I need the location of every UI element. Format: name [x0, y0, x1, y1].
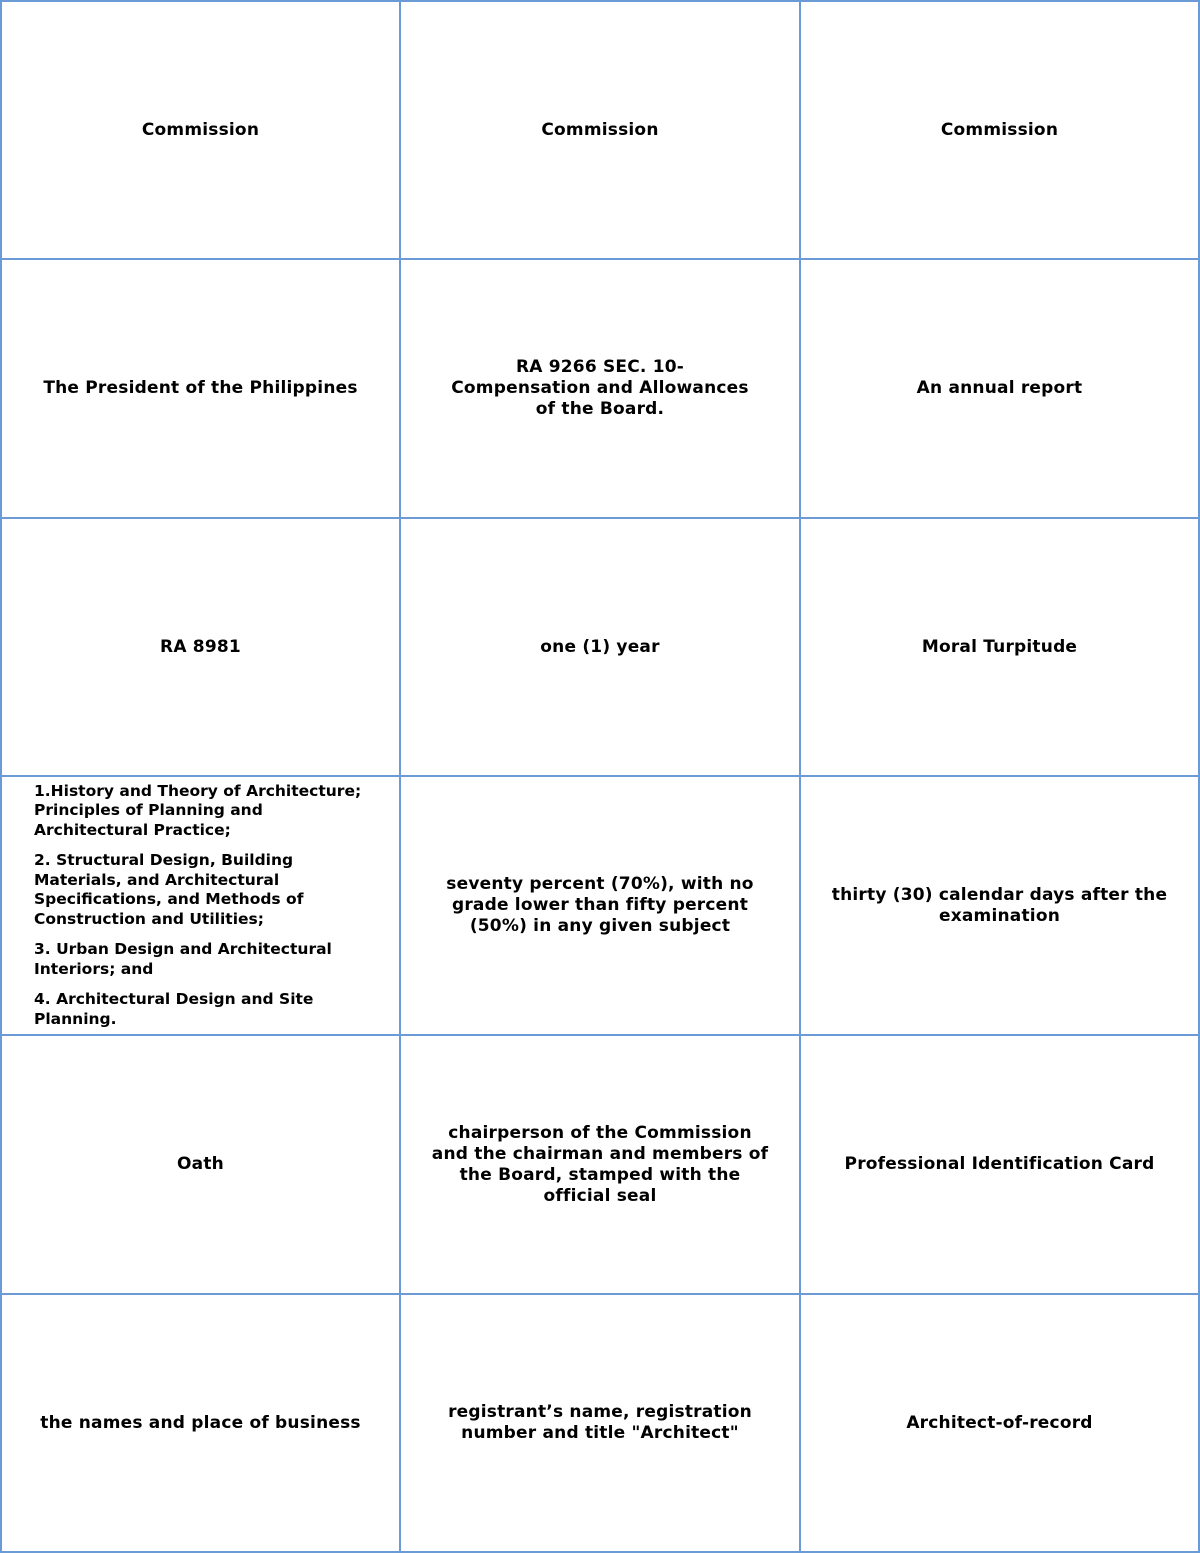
- card-text: seventy percent (70%), with no grade lower than fifty percent (50%) in any given subject: [446, 874, 754, 936]
- card-text: Oath: [177, 1154, 224, 1174]
- card-cell: [401, 1295, 801, 1553]
- card-text: An annual report: [916, 378, 1083, 398]
- card-text: registrant’s name, registration number and title "Architect": [448, 1402, 752, 1443]
- card-cell: [2, 2, 401, 260]
- card-cell: [2, 260, 401, 519]
- card-cell: [401, 2, 801, 260]
- card-text: Professional Identification Card: [844, 1154, 1155, 1174]
- card-cell: [401, 260, 801, 519]
- card-cell: [801, 777, 1200, 1036]
- card-cell: [401, 1036, 801, 1295]
- card-cell: [401, 519, 801, 777]
- card-cell: [2, 1036, 401, 1295]
- card-text: The President of the Philippines: [43, 378, 358, 398]
- card-text: Architect-of-record: [906, 1412, 1093, 1433]
- card-cell-subject-list: [2, 777, 401, 1036]
- subject-item: 1.History and Theory of Architecture; Principles of Planning and Architectural Practice;: [34, 781, 362, 839]
- card-text: thirty (30) calendar days after the examination: [831, 884, 1168, 926]
- card-cell: [801, 1036, 1200, 1295]
- card-text: Moral Turpitude: [921, 636, 1078, 657]
- card-cell: [2, 1295, 401, 1553]
- subject-item: 2. Structural Design, Building Materials, and Architectural Specifications, and Methods of Construction and Utilities;: [34, 851, 304, 928]
- card-text: Commission: [940, 119, 1059, 140]
- card-text: one (1) year: [540, 636, 660, 657]
- card-text: chairperson of the Commission and the chairman and members of the Board, stamped with the official seal: [431, 1122, 769, 1206]
- subject-item: 4. Architectural Design and Site Planning.: [34, 990, 314, 1028]
- card-cell: [2, 519, 401, 777]
- subject-item: 3. Urban Design and Architectural Interiors; and: [34, 940, 332, 978]
- card-cell: [801, 1295, 1200, 1553]
- card-text: Commission: [141, 119, 260, 140]
- card-text: RA 8981: [160, 636, 241, 657]
- card-cell: [801, 2, 1200, 260]
- card-cell: [801, 519, 1200, 777]
- card-text: RA 9266 SEC. 10-Compensation and Allowances of the Board.: [451, 357, 749, 419]
- card-text: Commission: [541, 119, 659, 140]
- card-cell: [401, 777, 801, 1036]
- card-text: the names and place of business: [40, 1412, 361, 1433]
- card-cell: [801, 260, 1200, 519]
